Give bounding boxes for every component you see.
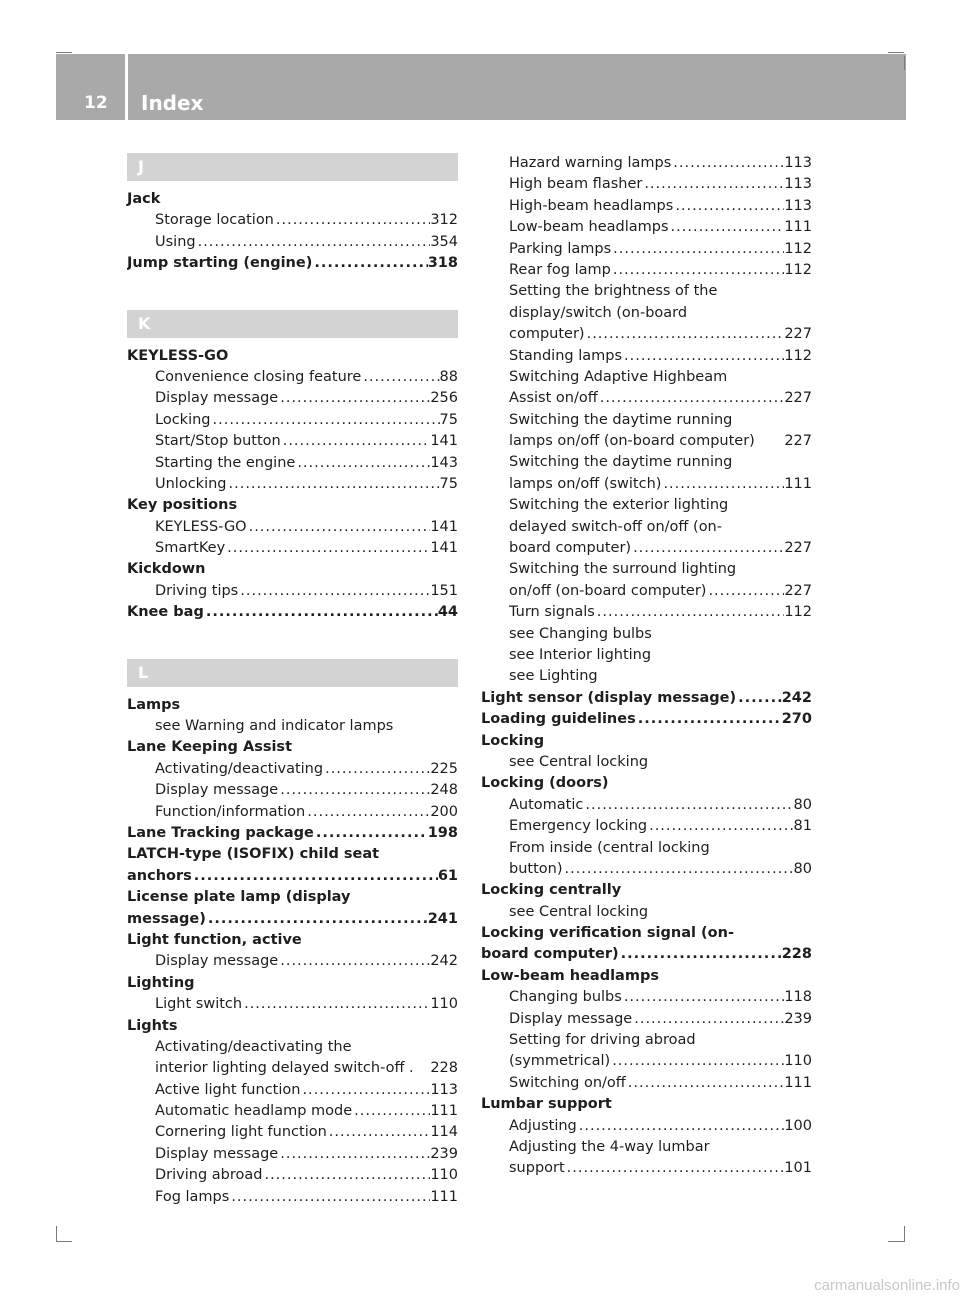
- index-column-left: [127, 153, 458, 1208]
- crop-mark-top-right: [888, 52, 904, 53]
- index-entry: [481, 859, 812, 880]
- index-subentry: see Central locking: [509, 753, 649, 770]
- index-entry: [127, 759, 458, 780]
- leader-dots: [229, 1187, 430, 1208]
- entry-label: Jump starting (engine): [127, 255, 313, 272]
- entry-label: Automatic headlamp mode: [155, 1103, 353, 1120]
- index-heading: KEYLESS-GO: [127, 347, 229, 364]
- leader-dots: [204, 602, 438, 623]
- entry-label: button): [509, 860, 563, 877]
- leader-dots: [278, 388, 430, 409]
- entry-label: Display message: [509, 1010, 633, 1027]
- index-entry: [127, 388, 458, 409]
- entry-page-number: 81: [793, 818, 812, 835]
- leader-dots: [278, 951, 430, 972]
- entry-label: lamps on/off (switch): [509, 475, 662, 492]
- entry-page-number: 113: [784, 155, 812, 171]
- leader-dots: [295, 453, 430, 474]
- leader-dots: [361, 367, 439, 388]
- leader-dots: [323, 759, 430, 780]
- leader-dots: [647, 816, 793, 837]
- entry-label: anchors: [127, 867, 192, 884]
- index-subentry: Switching the surround lighting: [509, 561, 737, 578]
- index-entry: [481, 944, 812, 965]
- index-subentry: Activating/deactivating the: [155, 1038, 352, 1055]
- leader-dots: [585, 324, 785, 345]
- entry-page-number: 228: [430, 1060, 458, 1077]
- entry-page-number: 242: [781, 689, 812, 706]
- entry-page-number: 198: [427, 824, 458, 841]
- crop-mark-bottom-left-h: [56, 1241, 72, 1242]
- section-letter-j: J: [127, 153, 458, 181]
- entry-label: Display message: [155, 953, 279, 970]
- entry-label: High beam flasher: [509, 176, 643, 193]
- entry-label: Using: [155, 233, 196, 250]
- entry-label: Display message: [155, 390, 279, 407]
- entry-label: Light switch: [155, 996, 243, 1013]
- entry-label: High-beam headlamps: [509, 197, 674, 214]
- entry-label: Fog lamps: [155, 1188, 230, 1205]
- leader-dots: [671, 153, 784, 174]
- crop-mark-bottom-right-v: [904, 1226, 905, 1242]
- entry-page-number: 44: [437, 604, 458, 621]
- leader-dots: [281, 431, 431, 452]
- leader-dots: [274, 210, 430, 231]
- leader-dots: [661, 474, 784, 495]
- entry-page-number: 141: [430, 518, 458, 535]
- leader-dots: [242, 994, 430, 1015]
- entry-label: Switching on/off: [509, 1074, 626, 1091]
- leader-dots: [327, 1122, 431, 1143]
- entry-page-number: 110: [784, 1053, 812, 1070]
- index-entry: [127, 538, 458, 559]
- index-subentry: Switching the daytime running: [509, 411, 733, 428]
- index-column-right: [481, 153, 812, 1180]
- index-subentry: Setting for driving abroad: [509, 1032, 696, 1049]
- entry-label: Assist on/off: [509, 390, 598, 407]
- index-heading: Kickdown: [127, 561, 206, 578]
- index-entry: [481, 1073, 812, 1094]
- leader-dots: [622, 346, 784, 367]
- entry-page-number: 141: [430, 433, 458, 450]
- entry-page-number: 225: [430, 760, 458, 777]
- entry-page-number: 256: [430, 390, 458, 407]
- entry-label: Active light function: [155, 1081, 301, 1098]
- entry-page-number: 318: [427, 255, 458, 272]
- index-entry: [481, 1009, 812, 1030]
- entry-page-number: 111: [784, 219, 812, 236]
- index-subentry: Adjusting the 4-way lumbar: [509, 1138, 710, 1155]
- index-entry: [481, 1158, 812, 1179]
- entry-label: KEYLESS-GO: [155, 518, 247, 535]
- entry-page-number: 227: [784, 326, 812, 343]
- leader-dots: [642, 174, 784, 195]
- entry-label: Changing bulbs: [509, 989, 622, 1006]
- index-entry: [481, 709, 812, 730]
- page-title: Index: [141, 91, 204, 115]
- index-subentry: see Central locking: [509, 903, 649, 920]
- crop-mark-top-right-v: [904, 56, 905, 70]
- entry-page-number: 112: [784, 261, 812, 278]
- index-entry: [127, 1080, 458, 1101]
- entry-label: support: [509, 1160, 565, 1177]
- index-entry: [127, 1101, 458, 1122]
- entry-label: Display message: [155, 1145, 279, 1162]
- index-entry: [127, 1122, 458, 1143]
- index-heading: Lights: [127, 1017, 178, 1034]
- entry-page-number: 241: [427, 910, 458, 927]
- leader-dots: [626, 1073, 785, 1094]
- index-entry: [127, 1144, 458, 1165]
- index-subentry: Switching Adaptive Highbeam: [509, 368, 728, 385]
- index-entry: [127, 602, 458, 623]
- index-heading: Lamps: [127, 696, 181, 713]
- entry-page-number: 227: [784, 540, 812, 557]
- index-entry: [127, 253, 458, 274]
- entry-label: Low-beam headlamps: [509, 219, 669, 236]
- entry-label: Standing lamps: [509, 347, 622, 364]
- page-number: 12: [84, 93, 108, 113]
- leader-dots: [278, 780, 430, 801]
- leader-dots: [565, 1158, 785, 1179]
- index-subentry: display/switch (on-board: [509, 304, 688, 321]
- index-entry: [127, 1058, 458, 1079]
- index-entry: [481, 474, 812, 495]
- entry-page-number: 101: [784, 1160, 812, 1177]
- index-heading: Lane Keeping Assist: [127, 739, 292, 756]
- entry-page-number: 112: [784, 347, 812, 364]
- entry-label: Knee bag: [127, 604, 204, 621]
- entry-label: Adjusting: [509, 1117, 577, 1134]
- leader-dots: [225, 538, 430, 559]
- entry-page-number: 113: [784, 176, 812, 193]
- leader-dots: [636, 709, 782, 730]
- index-entry: [481, 196, 812, 217]
- entry-label: board computer): [481, 946, 619, 963]
- index-entry: [481, 581, 812, 602]
- leader-dots: [669, 217, 785, 238]
- entry-label: Lane Tracking package: [127, 824, 314, 841]
- entry-label: message): [127, 910, 206, 927]
- index-entry: [127, 410, 458, 431]
- index-entry: [481, 688, 812, 709]
- index-subentry: Switching the daytime running: [509, 454, 733, 471]
- entry-label: (symmetrical): [509, 1053, 611, 1070]
- entry-page-number: 151: [430, 582, 458, 599]
- index-heading: Lumbar support: [481, 1096, 612, 1113]
- entry-label: Rear fog lamp: [509, 261, 611, 278]
- header-divider: [125, 54, 128, 120]
- entry-label: Display message: [155, 782, 279, 799]
- leader-dots: [611, 260, 784, 281]
- entry-page-number: 242: [430, 953, 458, 970]
- index-entry: [481, 174, 812, 195]
- entry-page-number: 111: [784, 1074, 812, 1091]
- index-heading: Lighting: [127, 974, 195, 991]
- index-entry: [481, 602, 812, 623]
- index-subentry: delayed switch-off on/off (on-: [509, 518, 722, 535]
- index-entry: [481, 346, 812, 367]
- section-gap: [127, 275, 458, 310]
- index-entry: [127, 802, 458, 823]
- index-subentry: see Lighting: [509, 668, 598, 685]
- leader-dots: [192, 866, 438, 887]
- entry-label: Driving tips: [155, 582, 239, 599]
- leader-dots: [227, 474, 440, 495]
- entry-page-number: 227: [784, 582, 812, 599]
- entry-label: Start/Stop button: [155, 433, 281, 450]
- entry-label: Loading guidelines: [481, 711, 636, 728]
- leader-dots: [238, 581, 430, 602]
- entry-page-number: 228: [781, 946, 812, 963]
- entry-label: board computer): [509, 540, 632, 557]
- crop-mark-bottom-left-v: [56, 1226, 57, 1242]
- entry-page-number: 248: [430, 782, 458, 799]
- index-entry: [481, 388, 812, 409]
- leader-dots: [583, 795, 793, 816]
- entry-label: Storage location: [155, 212, 274, 229]
- entry-page-number: 112: [784, 240, 812, 257]
- index-entry: [127, 474, 458, 495]
- leader-dots: [352, 1101, 430, 1122]
- entry-page-number: 111: [784, 475, 812, 492]
- entry-label: Convenience closing feature: [155, 368, 362, 385]
- index-entry: [127, 1187, 458, 1208]
- entry-page-number: 61: [437, 867, 458, 884]
- index-entry: [481, 1116, 812, 1137]
- entry-page-number: 113: [784, 197, 812, 214]
- index-entry: [481, 260, 812, 281]
- index-heading: Locking verification signal (on-: [481, 925, 734, 942]
- entry-page-number: 112: [784, 604, 812, 621]
- entry-page-number: 110: [430, 1167, 458, 1184]
- leader-dots: [305, 802, 430, 823]
- watermark: carmanualsonline.info: [814, 1277, 960, 1294]
- index-entry: [481, 217, 812, 238]
- index-entry: [127, 823, 458, 844]
- index-subentry: Switching the exterior lighting: [509, 497, 729, 514]
- leader-dots: [314, 823, 428, 844]
- index-heading: Low-beam headlamps: [481, 967, 659, 984]
- crop-mark-top-left: [56, 52, 72, 53]
- index-heading: Light function, active: [127, 931, 302, 948]
- entry-label: Driving abroad: [155, 1167, 263, 1184]
- entry-label: Activating/deactivating: [155, 760, 324, 777]
- entry-label: Light sensor (display message): [481, 689, 737, 706]
- entry-page-number: 111: [430, 1188, 458, 1205]
- index-subentry: Setting the brightness of the: [509, 283, 718, 300]
- entry-page-number: 354: [430, 233, 458, 250]
- entry-label: Parking lamps: [509, 240, 612, 257]
- index-entry: [127, 909, 458, 930]
- index-entry: [127, 210, 458, 231]
- entry-label: Hazard warning lamps: [509, 155, 672, 171]
- index-entry: [127, 581, 458, 602]
- entry-label: Starting the engine: [155, 454, 296, 471]
- leader-dots: [312, 253, 427, 274]
- leader-dots: [619, 944, 782, 965]
- index-subentry: From inside (central locking: [509, 839, 710, 856]
- leader-dots: [278, 1144, 430, 1165]
- leader-dots: [610, 1051, 784, 1072]
- leader-dots: [598, 388, 785, 409]
- index-entry: [127, 780, 458, 801]
- crop-mark-bottom-right-h: [888, 1241, 904, 1242]
- index-entry: [481, 324, 812, 345]
- entry-page-number: 75: [439, 475, 458, 492]
- entry-page-number: 80: [793, 796, 812, 813]
- index-heading: Locking (doors): [481, 775, 609, 792]
- entry-page-number: 111: [430, 1103, 458, 1120]
- leader-dots: [706, 581, 784, 602]
- entry-label: on/off (on-board computer): [509, 582, 707, 599]
- entry-page-number: 118: [784, 989, 812, 1006]
- index-entry: [127, 431, 458, 452]
- leader-dots: [196, 232, 431, 253]
- leader-dots: [247, 517, 431, 538]
- index-entry: [481, 987, 812, 1008]
- leader-dots: [562, 859, 793, 880]
- index-subentry: see Warning and indicator lamps: [155, 718, 394, 735]
- index-entry: [481, 795, 812, 816]
- entry-label: Turn signals: [509, 604, 595, 621]
- entry-label: SmartKey: [155, 540, 226, 557]
- entry-page-number: 75: [439, 411, 458, 428]
- entry-page-number: 270: [781, 711, 812, 728]
- index-entry: [481, 153, 812, 174]
- section-letter-k: K: [127, 310, 458, 338]
- entry-label: interior lighting delayed switch-off .: [155, 1060, 414, 1077]
- entry-label: lamps on/off (on-board computer): [509, 433, 755, 450]
- index-entry: [127, 517, 458, 538]
- entry-page-number: 88: [439, 368, 458, 385]
- entry-page-number: 312: [430, 212, 458, 229]
- leader-dots: [611, 239, 784, 260]
- index-entry: [481, 431, 812, 452]
- entry-page-number: 113: [430, 1081, 458, 1098]
- leader-dots: [631, 538, 784, 559]
- leader-dots: [211, 410, 440, 431]
- entry-page-number: 80: [793, 860, 812, 877]
- section-gap: [127, 624, 458, 659]
- entry-page-number: 110: [430, 996, 458, 1013]
- entry-page-number: 143: [430, 454, 458, 471]
- entry-page-number: 227: [784, 433, 812, 450]
- entry-label: Unlocking: [155, 475, 227, 492]
- leader-dots: [300, 1080, 430, 1101]
- entry-page-number: 239: [784, 1010, 812, 1027]
- index-entry: [127, 232, 458, 253]
- index-entry: [481, 538, 812, 559]
- index-heading: LATCH-type (ISOFIX) child seat: [127, 846, 380, 863]
- index-heading: Locking: [481, 732, 545, 749]
- index-heading: Jack: [127, 191, 161, 207]
- index-heading: License plate lamp (display: [127, 889, 351, 906]
- entry-label: computer): [509, 326, 585, 343]
- entry-page-number: 114: [430, 1124, 458, 1141]
- index-heading: Key positions: [127, 497, 238, 514]
- index-entry: [481, 1051, 812, 1072]
- index-entry: [127, 951, 458, 972]
- leader-dots: [206, 909, 428, 930]
- index-entry: [127, 866, 458, 887]
- entry-label: Cornering light function: [155, 1124, 327, 1141]
- index-entry: [127, 1165, 458, 1186]
- entry-label: Emergency locking: [509, 818, 648, 835]
- index-heading: Locking centrally: [481, 882, 622, 899]
- leader-dots: [262, 1165, 430, 1186]
- leader-dots: [595, 602, 785, 623]
- entry-page-number: 200: [430, 803, 458, 820]
- entry-page-number: 100: [784, 1117, 812, 1134]
- index-entry: [127, 367, 458, 388]
- index-entry: [127, 453, 458, 474]
- leader-dots: [673, 196, 784, 217]
- index-entry: [481, 239, 812, 260]
- entry-label: Function/information: [155, 803, 306, 820]
- index-subentry: see Interior lighting: [509, 646, 652, 663]
- index-entry: [481, 816, 812, 837]
- leader-dots: [577, 1116, 785, 1137]
- entry-page-number: 227: [784, 390, 812, 407]
- leader-dots: [632, 1009, 784, 1030]
- entry-label: Automatic: [509, 796, 584, 813]
- entry-page-number: 141: [430, 540, 458, 557]
- leader-dots: [736, 688, 782, 709]
- index-entry: [127, 994, 458, 1015]
- leader-dots: [622, 987, 785, 1008]
- entry-label: Locking: [155, 411, 211, 428]
- entry-page-number: 239: [430, 1145, 458, 1162]
- section-letter-l: L: [127, 659, 458, 687]
- index-subentry: see Changing bulbs: [509, 625, 652, 642]
